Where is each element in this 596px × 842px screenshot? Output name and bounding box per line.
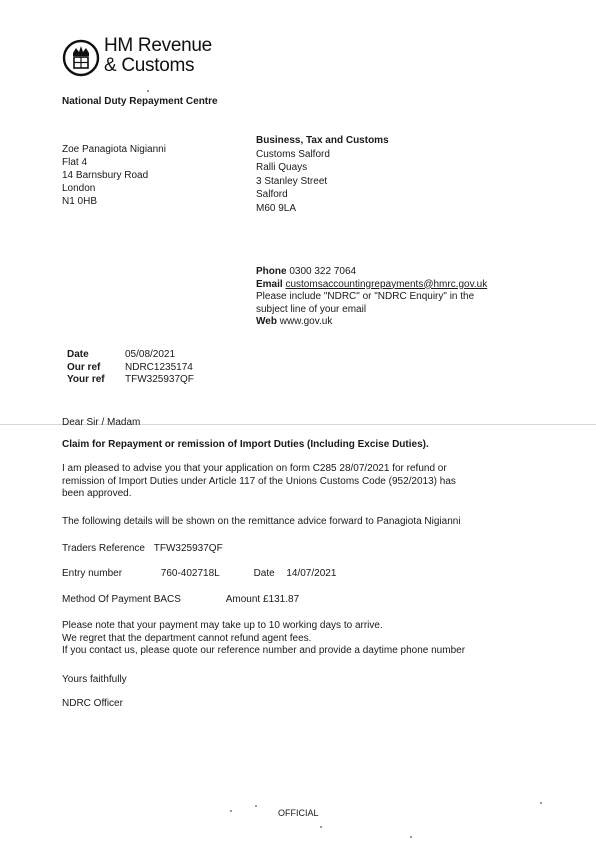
traders-reference-value: TFW325937QF — [153, 543, 223, 554]
logo-line-1: HM Revenue — [104, 35, 212, 56]
paragraph-line: remission of Import Duties under Article 117 of the Unions Customs Code (952/2013) has — [62, 475, 456, 487]
scan-speck — [540, 802, 542, 804]
reference-label: Date — [67, 349, 89, 360]
entry-label: Entry number — [62, 568, 123, 579]
paragraph-line: I am pleased to advise you that your application on form C285 28/07/2021 for refund or — [62, 463, 447, 474]
signoff: NDRC Officer — [62, 698, 123, 709]
reference-value: 05/08/2021 — [125, 349, 176, 360]
entry-row — [62, 568, 336, 579]
recipient-line: London — [62, 183, 96, 194]
web-label: Web — [256, 316, 277, 327]
scan-speck — [410, 836, 412, 838]
scan-speck — [147, 90, 149, 92]
notes-block — [62, 620, 542, 658]
email-row — [256, 279, 546, 292]
closing: Yours faithfully — [62, 674, 127, 685]
email-note-line-1: Please include "NDRC" or "NDRC Enquiry" in the — [256, 291, 475, 302]
payment-row — [62, 594, 299, 605]
approval-paragraph — [62, 463, 522, 501]
sender-heading: Business, Tax and Customs — [256, 135, 389, 146]
scan-speck — [320, 826, 322, 828]
hmrc-logo — [62, 36, 232, 80]
traders-reference-row — [62, 543, 223, 554]
phone-number: 0300 322 7064 — [289, 266, 357, 277]
web-link[interactable]: www.gov.uk — [279, 316, 333, 327]
logo-wordmark — [104, 36, 212, 76]
remittance-paragraph: The following details will be shown on the remittance advice forward to Panagiota Nigianni — [62, 516, 461, 527]
sender-line: Salford — [256, 189, 288, 200]
logo-line-2: & Customs — [104, 55, 195, 76]
scan-speck — [230, 810, 232, 812]
royal-crest-icon — [62, 38, 100, 78]
sender-line: 3 Stanley Street — [256, 175, 328, 187]
recipient-line: 14 Barnsbury Road — [62, 170, 149, 181]
reference-label: Your ref — [67, 374, 105, 385]
reference-table — [67, 349, 194, 387]
sender-address — [256, 134, 389, 215]
sender-line: M60 9LA — [256, 202, 297, 214]
web-row — [256, 316, 546, 329]
reference-block — [67, 349, 194, 387]
amount-label: Amount — [225, 594, 261, 605]
sender-line: Customs Salford — [256, 148, 330, 160]
footer-classification: OFFICIAL — [278, 808, 319, 818]
recipient-address — [62, 143, 166, 208]
scan-speck — [255, 805, 257, 807]
recipient-line: Zoe Panagiota Nigianni — [62, 144, 166, 155]
note-line: We regret that the department cannot refund agent fees. — [62, 632, 312, 644]
reference-label: Our ref — [67, 361, 101, 373]
reference-row — [67, 374, 194, 387]
phone-label: Phone — [256, 266, 287, 277]
recipient-line: Flat 4 — [62, 157, 88, 168]
salutation: Dear Sir / Madam — [62, 417, 141, 428]
paragraph-line: been approved. — [62, 488, 132, 499]
entry-value: 760-402718L — [160, 568, 220, 579]
letter-subject: Claim for Repayment or remission of Import Duties (Including Excise Duties). — [62, 439, 429, 450]
entry-date-value: 14/07/2021 — [286, 568, 337, 579]
entry-date-label: Date — [253, 568, 275, 579]
reference-row — [67, 362, 194, 375]
contact-block — [256, 266, 546, 329]
centre-name: National Duty Repayment Centre — [62, 96, 218, 107]
traders-reference-label: Traders Reference — [62, 543, 145, 554]
sender-line: Ralli Quays — [256, 162, 308, 173]
email-label: Email — [256, 278, 283, 290]
reference-value: TFW325937QF — [125, 374, 194, 385]
payment-method-label: Method Of Payment — [62, 594, 151, 605]
reference-row — [67, 349, 194, 362]
reference-value: NDRC1235174 — [125, 361, 193, 373]
amount-value: £131.87 — [262, 594, 300, 605]
phone-row — [256, 266, 546, 279]
email-link[interactable]: customsaccountingrepayments@hmrc.gov.uk — [285, 278, 488, 290]
payment-method-value: BACS — [153, 594, 181, 605]
note-line: If you contact us, please quote our reference number and provide a daytime phone number — [62, 645, 466, 656]
note-line: Please note that your payment may take up to 10 working days to arrive. — [62, 620, 383, 631]
email-note-line-2: subject line of your email — [256, 303, 367, 315]
recipient-line: N1 0HB — [62, 196, 98, 207]
